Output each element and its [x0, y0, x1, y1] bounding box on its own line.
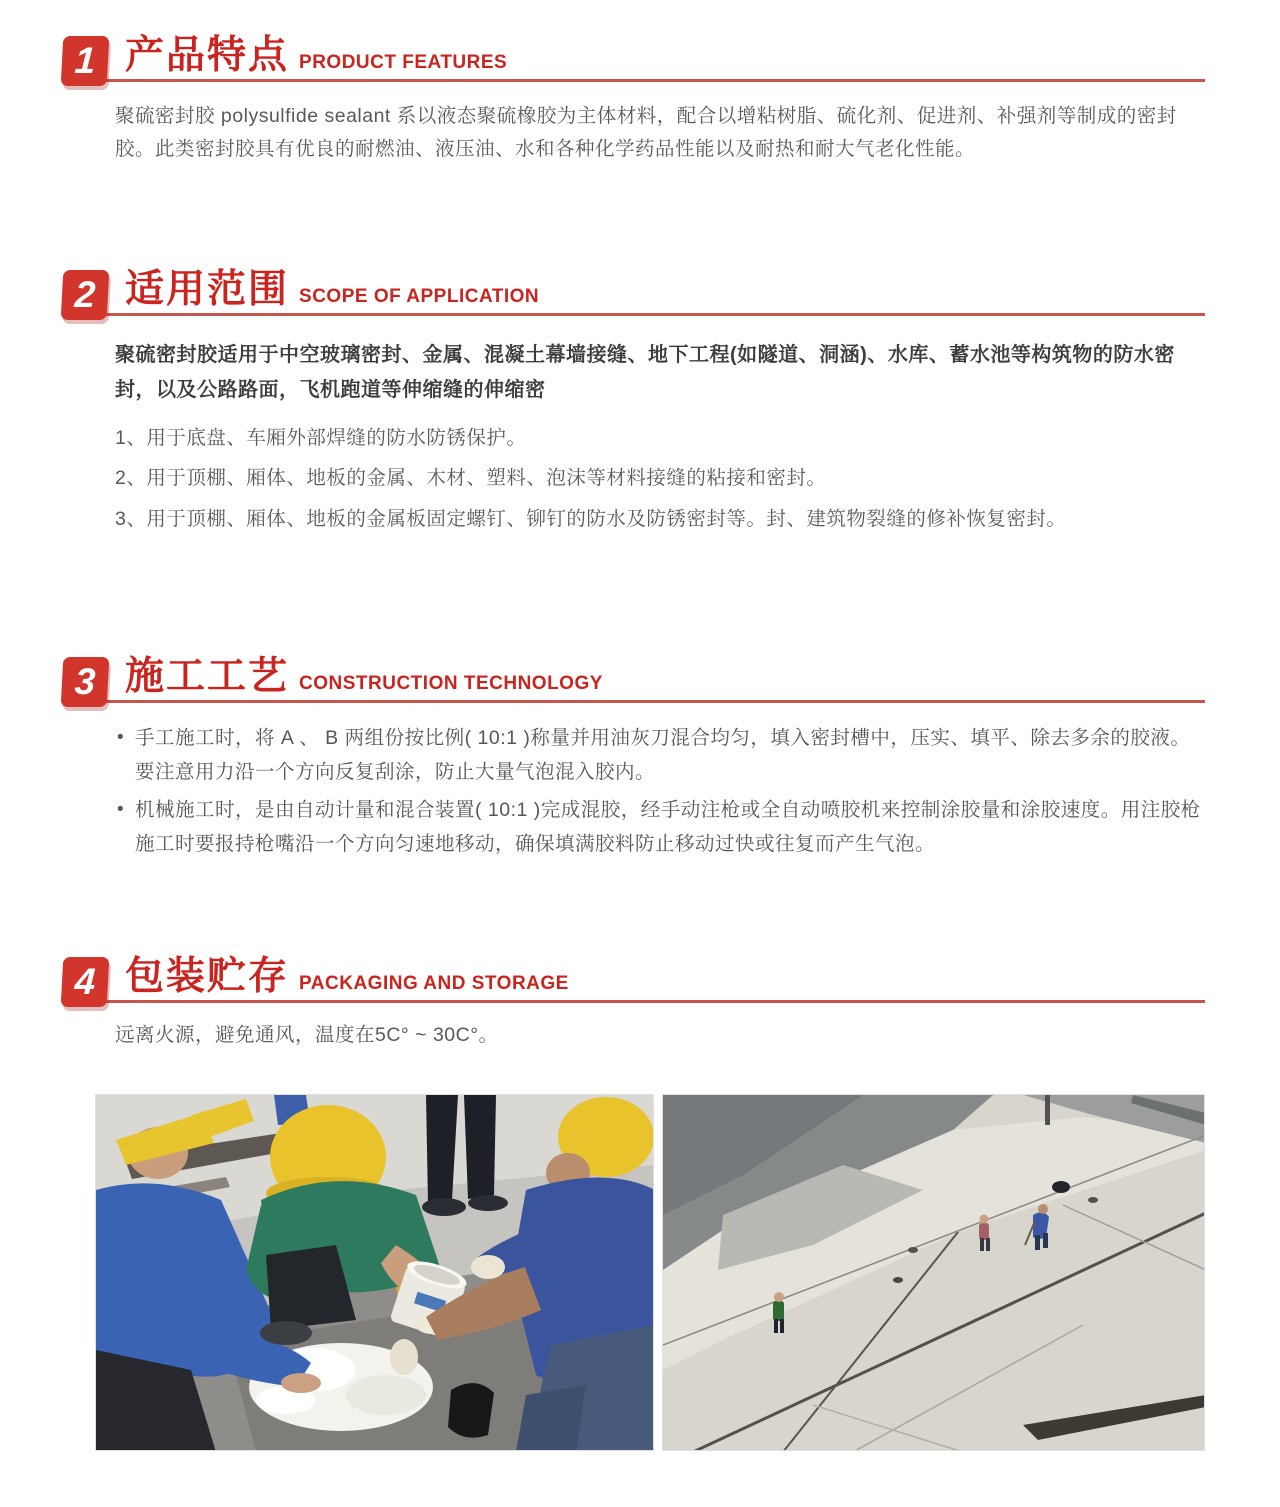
section-construction-technology [62, 654, 1205, 862]
photo-concrete-slope [662, 1094, 1205, 1451]
section-title-cn: 施工工艺 [125, 654, 290, 698]
section-product-features [62, 36, 1205, 166]
body-paragraph: 远离火源，避免通风，温度在5C° ~ 30C°。 [115, 1024, 499, 1047]
section-header [62, 957, 1205, 1003]
list-item: 3、用于顶棚、厢体、地板的金属板固定螺钉、铆钉的防水及防锈密封等。封、建筑物裂缝的修补恢复密封。 [115, 507, 1067, 530]
photo-sealant-workers [95, 1094, 654, 1451]
section-header [62, 36, 1205, 82]
section-number: 4 [73, 961, 97, 1003]
section-title-cn: 适用范围 [125, 268, 290, 312]
construction-steps-list [115, 721, 1205, 862]
lead-paragraph: 聚硫密封胶适用于中空玻璃密封、金属、混凝土幕墙接缝、地下工程(如隧道、洞涵)、水库、蓄水池等构筑物的防水密封，以及公路路面，飞机跑道等伸缩缝的伸缩密 [115, 344, 1175, 402]
section-title-en: CONSTRUCTION TECHNOLOGY [299, 672, 603, 694]
section-number-badge [61, 270, 110, 320]
section-number: 1 [73, 40, 97, 81]
list-item: 1、用于底盘、车厢外部焊缝的防水防锈保护。 [115, 427, 527, 450]
photo-row [95, 1094, 1205, 1451]
photo-sealant-workers-illustration [96, 1095, 654, 1451]
section-packaging-and-storage [62, 957, 1205, 1052]
section-title-cn: 产品特点 [125, 34, 290, 77]
bullet-item: • 手工施工时，将 A 、 B 两组份按比例( 10:1 )称量并用油灰刀混合均匀，填入密封槽中，压实、填平、除去多余的胶液。要注意用力沿一个方向反复刮涂，防止大量气泡混入胶内。 [115, 721, 1205, 789]
section-header [62, 270, 1205, 316]
section-number-badge [61, 957, 110, 1007]
application-list [115, 422, 1205, 535]
section-scope-of-application [62, 270, 1205, 535]
list-item: 2、用于顶棚、厢体、地板的金属、木材、塑料、泡沫等材料接缝的粘接和密封。 [115, 467, 827, 490]
section-number: 3 [73, 660, 97, 702]
photo-concrete-slope-illustration [663, 1095, 1205, 1451]
bullet-item: • 机械施工时，是由自动计量和混合装置( 10:1 )完成混胶，经手动注枪或全自动喷胶机来控制涂胶量和涂胶速度。用注胶枪施工时要报持枪嘴沿一个方向匀速地移动，确保填满胶料防止移动过快或往复而产生气泡。 [115, 793, 1205, 861]
section-title-cn: 包装贮存 [125, 955, 290, 999]
section-number: 2 [73, 274, 97, 316]
section-title-en: SCOPE OF APPLICATION [299, 286, 540, 308]
section-header [62, 654, 1205, 703]
section-title-en: PACKAGING AND STORAGE [299, 973, 569, 995]
section-number-badge [61, 657, 110, 707]
section-number-badge [61, 36, 110, 86]
body-paragraph: 聚硫密封胶 polysulfide sealant 系以液态聚硫橡胶为主体材料，配合以增粘树脂、硫化剂、促进剂、补强剂等制成的密封胶。此类密封胶具有优良的耐燃油、液压油、水和各种化学药品性能以及耐热和耐大气老化性能。 [115, 105, 1177, 161]
section-title-en: PRODUCT FEATURES [299, 52, 508, 73]
